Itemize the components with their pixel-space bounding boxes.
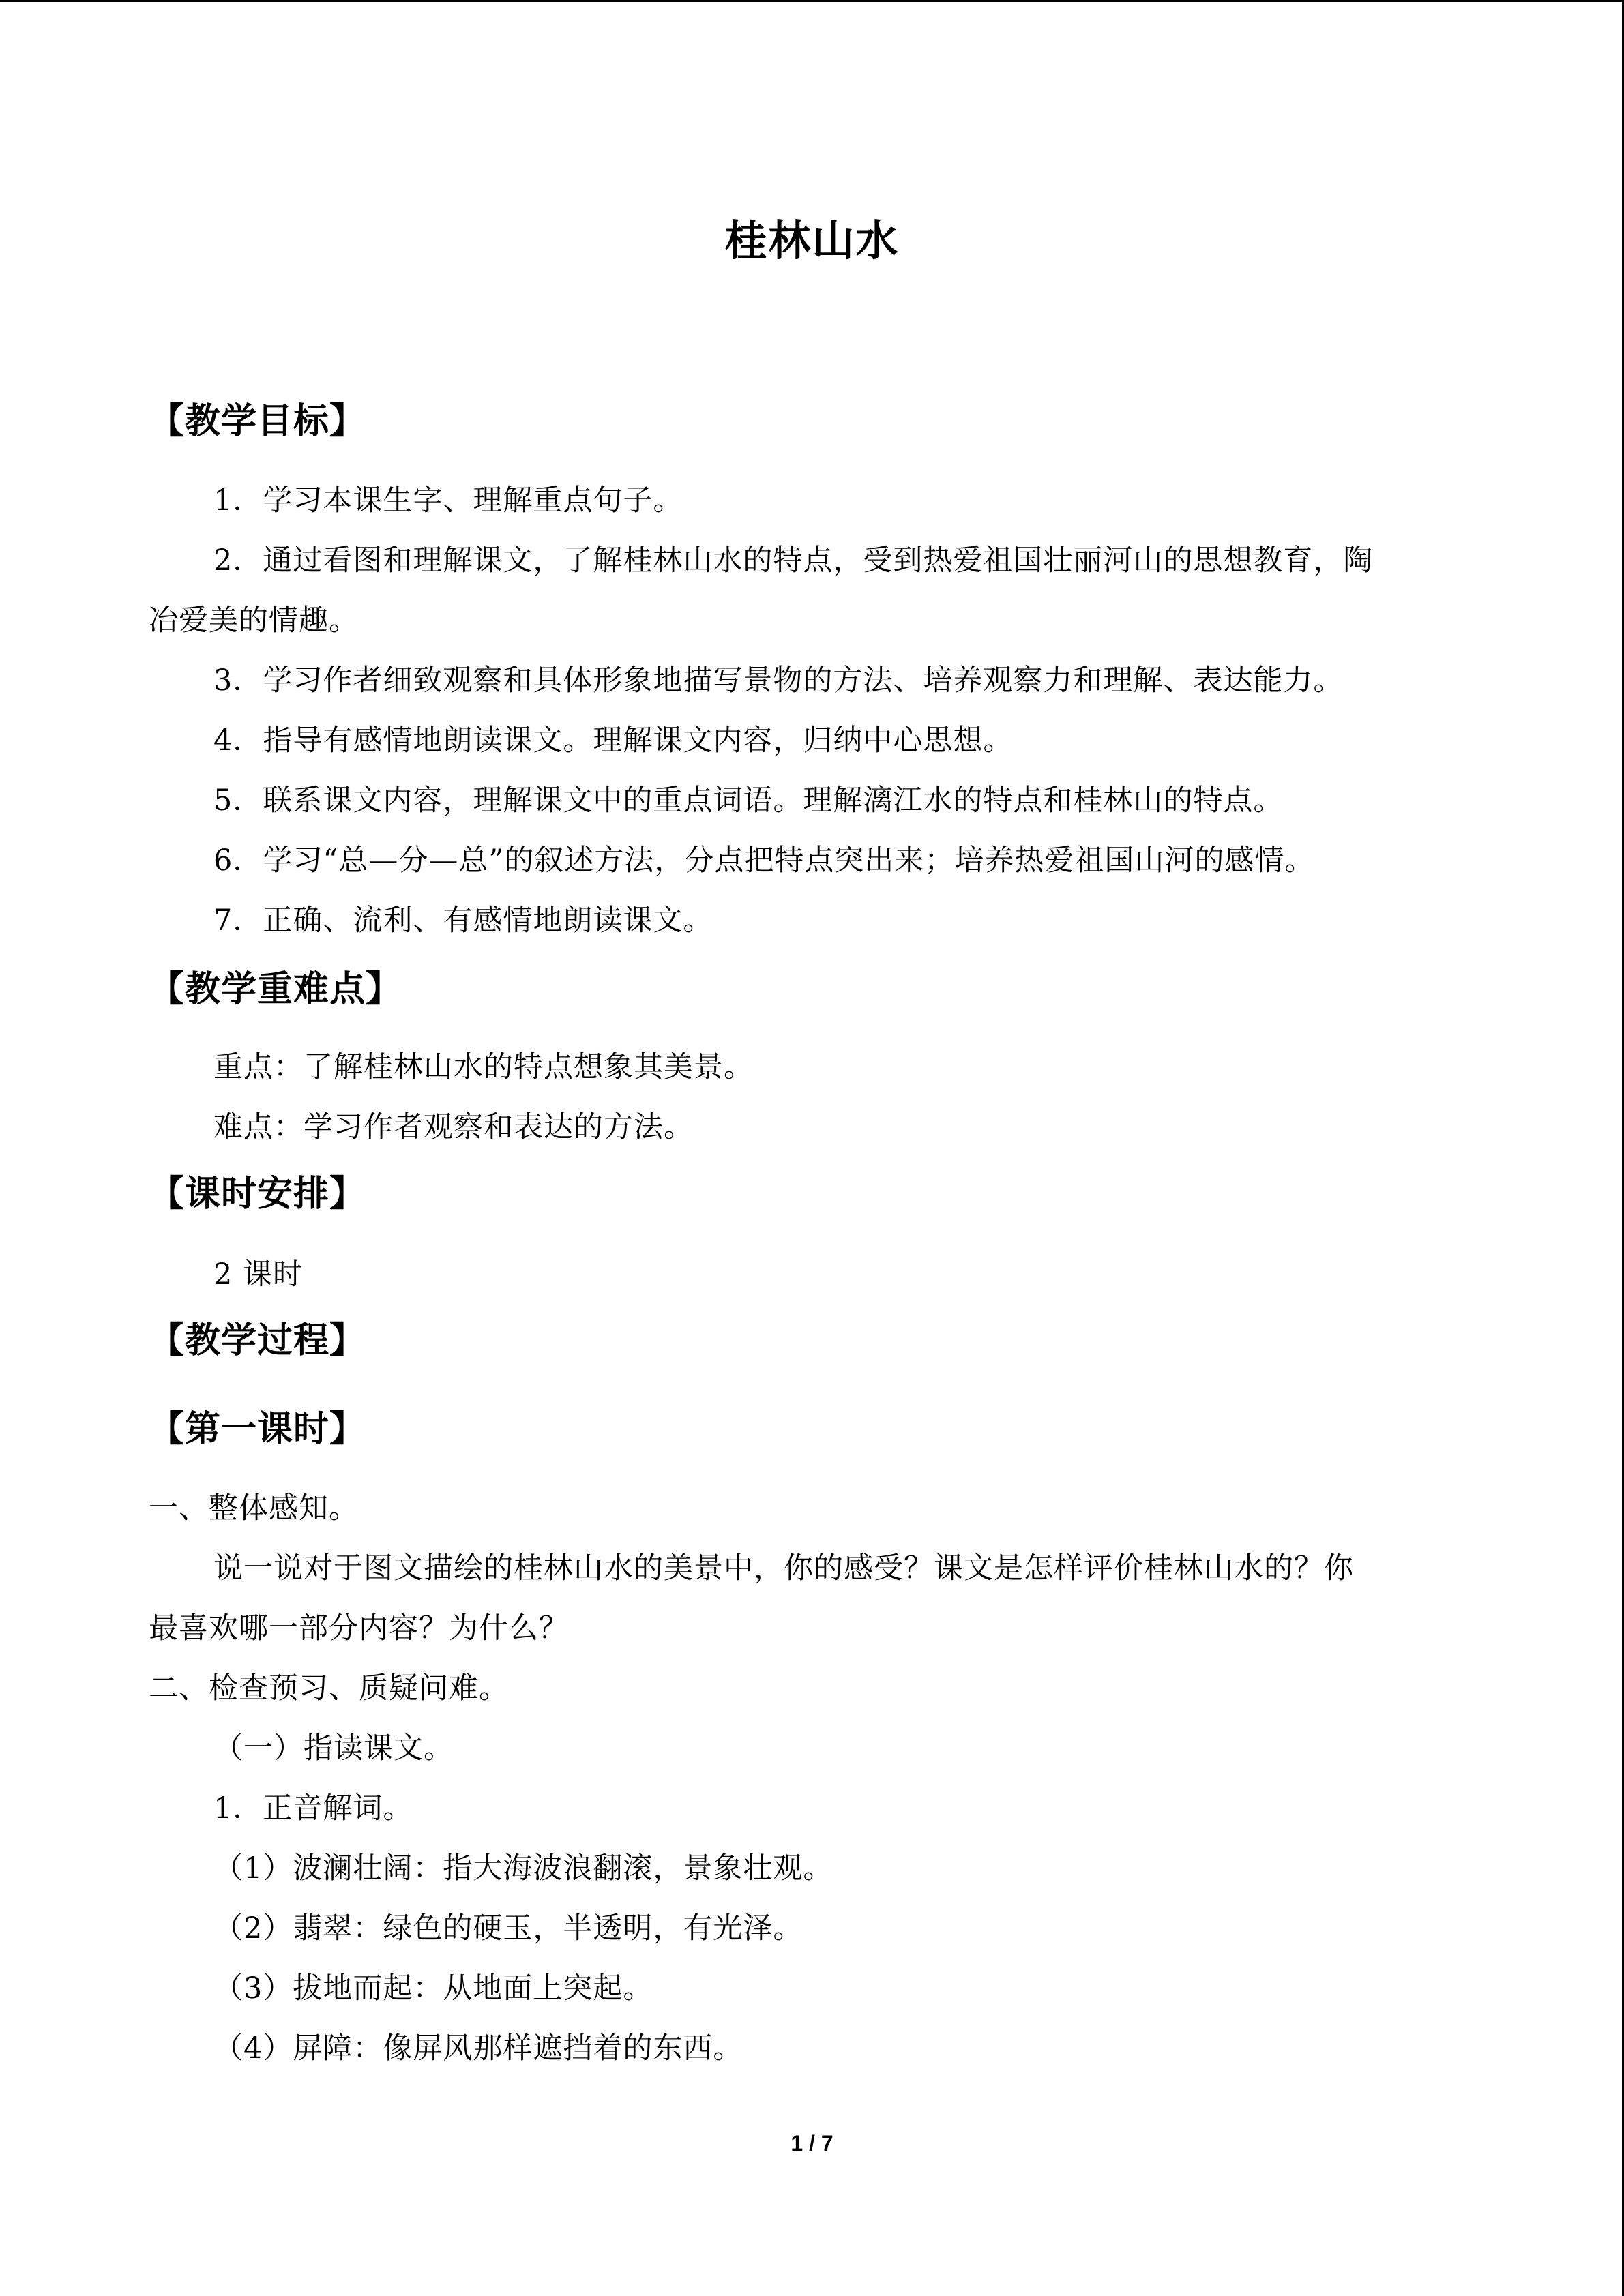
lesson-line: （3）拔地而起：从地面上突起。 xyxy=(213,1971,653,2006)
lesson-line: （2）翡翠：绿色的硬玉，半透明，有光泽。 xyxy=(213,1911,803,1945)
heading-first-lesson: 【第一课时】 xyxy=(149,1409,366,1450)
schedule-text: 2 课时 xyxy=(213,1257,304,1292)
lesson-line: （一）指读课文。 xyxy=(213,1731,454,1765)
heading-schedule: 【课时安排】 xyxy=(149,1174,366,1214)
lesson-line-continuation: 最喜欢哪一部分内容？为什么？ xyxy=(149,1611,569,1645)
objective-item: 6．学习“总—分—总”的叙述方法，分点把特点突出来；培养热爱祖国山河的感情。 xyxy=(213,844,1315,878)
objective-item: 2．通过看图和理解课文，了解桂林山水的特点，受到热爱祖国壮丽河山的思想教育，陶 xyxy=(213,543,1374,578)
page-number: 1 / 7 xyxy=(791,2131,833,2156)
objective-item: 3．学习作者细致观察和具体形象地描写景物的方法、培养观察力和理解、表达能力。 xyxy=(213,664,1344,698)
objective-item: 4．指导有感情地朗读课文。理解课文内容，归纳中心思想。 xyxy=(213,724,1014,758)
lesson-line: （4）屏障：像屏风那样遮挡着的东西。 xyxy=(213,2031,743,2066)
objective-item: 5．联系课文内容，理解课文中的重点词语。理解漓江水的特点和桂林山的特点。 xyxy=(213,784,1284,818)
lesson-line: （1）波澜壮阔：指大海波浪翻滚，景象壮观。 xyxy=(213,1851,833,1885)
lesson-line: 一、整体感知。 xyxy=(149,1491,359,1525)
objective-item-continuation: 冶爱美的情趣。 xyxy=(149,603,359,638)
objective-item: 1．学习本课生字、理解重点句子。 xyxy=(213,483,683,518)
lesson-line: 1．正音解词。 xyxy=(213,1791,413,1825)
heading-key-points: 【教学重难点】 xyxy=(149,969,402,1010)
lesson-line: 说一说对于图文描绘的桂林山水的美景中，你的感受？课文是怎样评价桂林山水的？你 xyxy=(213,1551,1354,1585)
objective-item: 7．正确、流利、有感情地朗读课文。 xyxy=(213,904,713,938)
heading-process: 【教学过程】 xyxy=(149,1320,366,1361)
page-title: 桂林山水 xyxy=(724,215,900,265)
heading-objectives: 【教学目标】 xyxy=(149,401,366,442)
key-point-item: 重点：了解桂林山水的特点想象其美景。 xyxy=(213,1050,754,1084)
lesson-line: 二、检查预习、质疑问难。 xyxy=(149,1671,509,1705)
key-point-item: 难点：学习作者观察和表达的方法。 xyxy=(213,1110,694,1144)
